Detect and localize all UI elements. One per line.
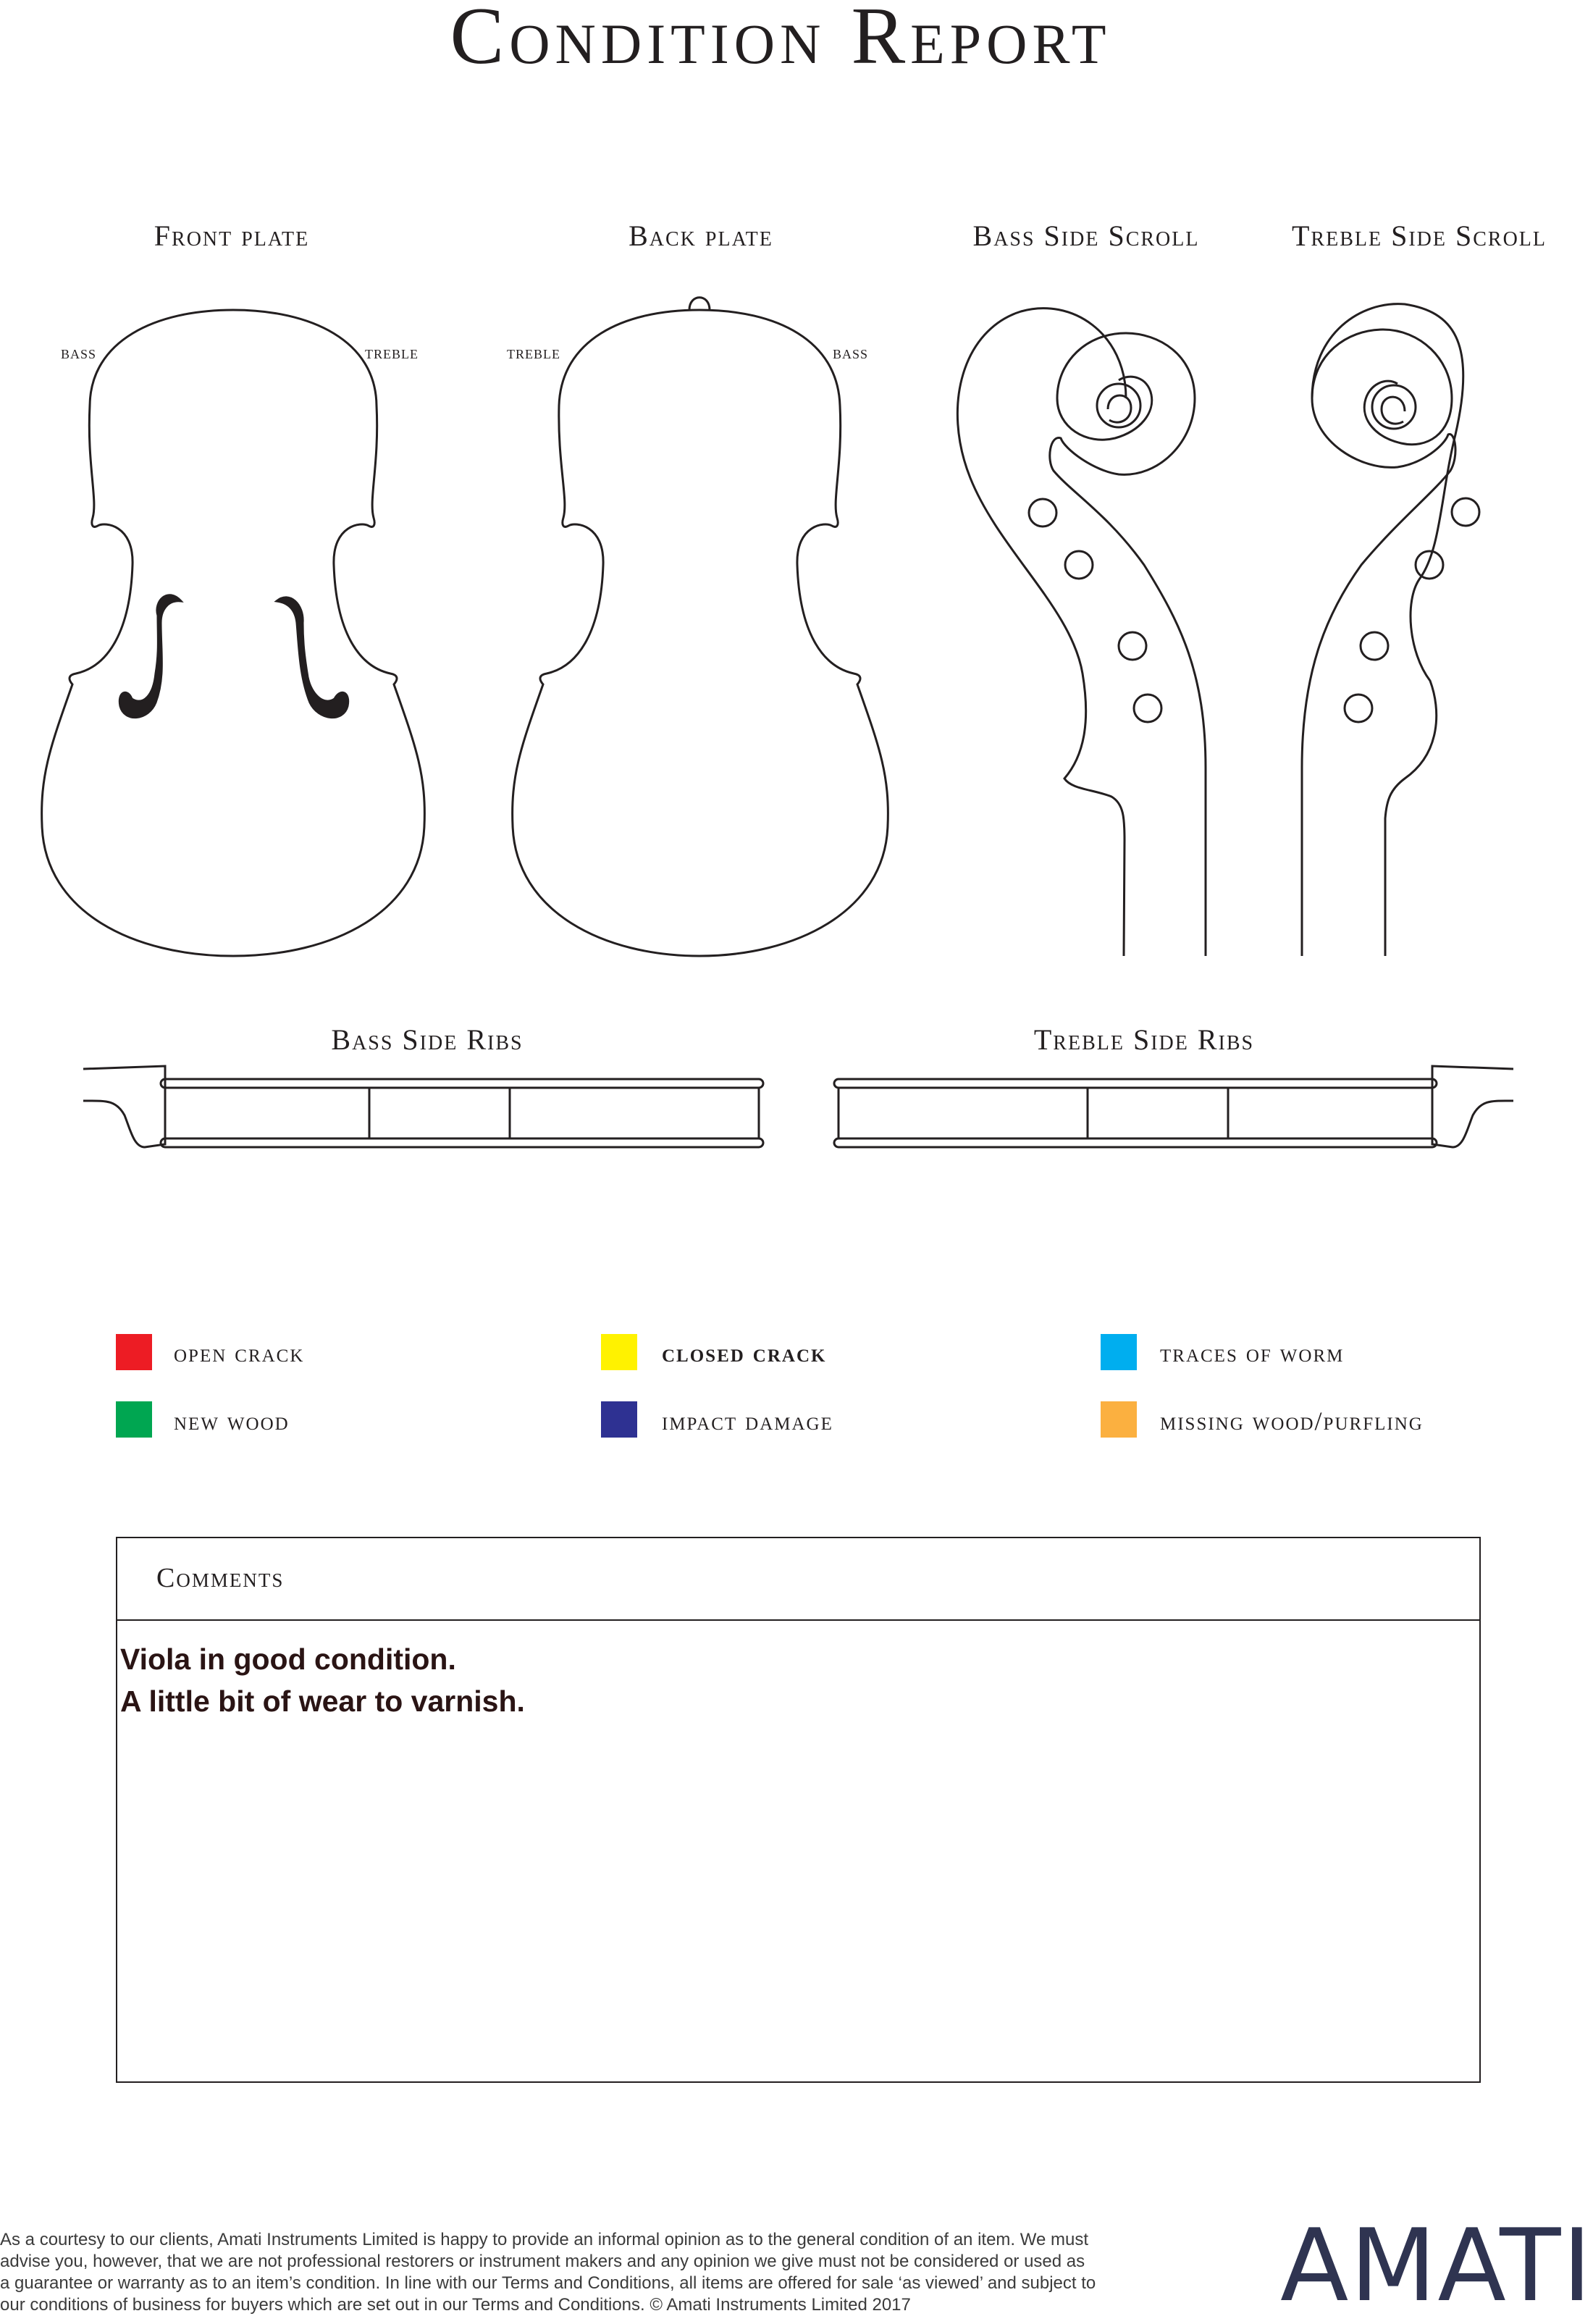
disclaimer-line-1: As a courtesy to our clients, Amati Instruments Limited is happy to provide an informal opinion as to the general condition of an item. We must xyxy=(0,2230,1088,2249)
legend-swatch-traces-of-worm xyxy=(1101,1334,1137,1370)
legend-swatch-new-wood xyxy=(116,1401,152,1438)
back-plate-label: Back plate xyxy=(629,219,773,252)
disclaimer-line-4: our conditions of business for buyers which are set out in our Terms and Conditions. © Amati Instruments Limited 2017 xyxy=(0,2295,911,2315)
treble-side-scroll-label: Treble Side Scroll xyxy=(1291,219,1547,252)
bass-side-scroll-label: Bass Side Scroll xyxy=(972,219,1200,252)
disclaimer-line-3: a guarantee or warranty as to an item’s condition. In line with our Terms and Conditions, all items are offered for sale ‘as viewed’ and subject to xyxy=(0,2273,1096,2293)
amati-logo: AMATI xyxy=(1280,2207,1593,2324)
treble-side-ribs-label: Treble Side Ribs xyxy=(1033,1023,1255,1056)
legend-swatch-missing-wood xyxy=(1101,1401,1137,1438)
bass-side-scroll-diagram xyxy=(957,309,1206,956)
legend-label-traces-of-worm: traces of worm xyxy=(1160,1338,1345,1367)
front-treble-label: treble xyxy=(365,342,419,363)
legend-label-impact-damage: impact damage xyxy=(662,1406,833,1435)
comments-heading: Comments xyxy=(156,1563,285,1593)
legend-swatch-closed-crack xyxy=(601,1334,637,1370)
front-plate-diagram xyxy=(42,310,425,956)
legend-swatch-open-crack xyxy=(116,1334,152,1370)
comments-text xyxy=(120,1638,525,1722)
page-title: Condition Report xyxy=(450,0,1111,81)
front-plate-label: Front plate xyxy=(154,219,310,252)
back-plate-diagram xyxy=(513,298,888,956)
legend-label-open-crack: open crack xyxy=(174,1338,305,1367)
back-bass-label: bass xyxy=(833,342,869,363)
legend-swatch-impact-damage xyxy=(601,1401,637,1438)
disclaimer-line-2: advise you, however, that we are not professional restorers or instrument makers and any opinion we give must not be considered or used as xyxy=(0,2252,1085,2271)
comments-header xyxy=(117,1538,1479,1621)
legend-label-missing-wood: missing wood/purfling xyxy=(1160,1406,1424,1435)
legend-label-closed-crack: closed crack xyxy=(662,1338,827,1367)
back-treble-label: treble xyxy=(507,342,560,363)
treble-side-scroll-diagram xyxy=(1302,304,1479,956)
bass-side-ribs-diagram xyxy=(83,1066,763,1147)
comments-line-1: Viola in good condition. xyxy=(120,1643,456,1676)
front-bass-label: bass xyxy=(61,342,97,363)
disclaimer xyxy=(0,2229,1159,2316)
treble-side-ribs-diagram xyxy=(834,1066,1513,1147)
comments-line-2: A little bit of wear to varnish. xyxy=(120,1685,525,1718)
comments-box xyxy=(116,1537,1481,2083)
legend-label-new-wood: new wood xyxy=(174,1406,290,1435)
bass-side-ribs-label: Bass Side Ribs xyxy=(331,1023,524,1056)
